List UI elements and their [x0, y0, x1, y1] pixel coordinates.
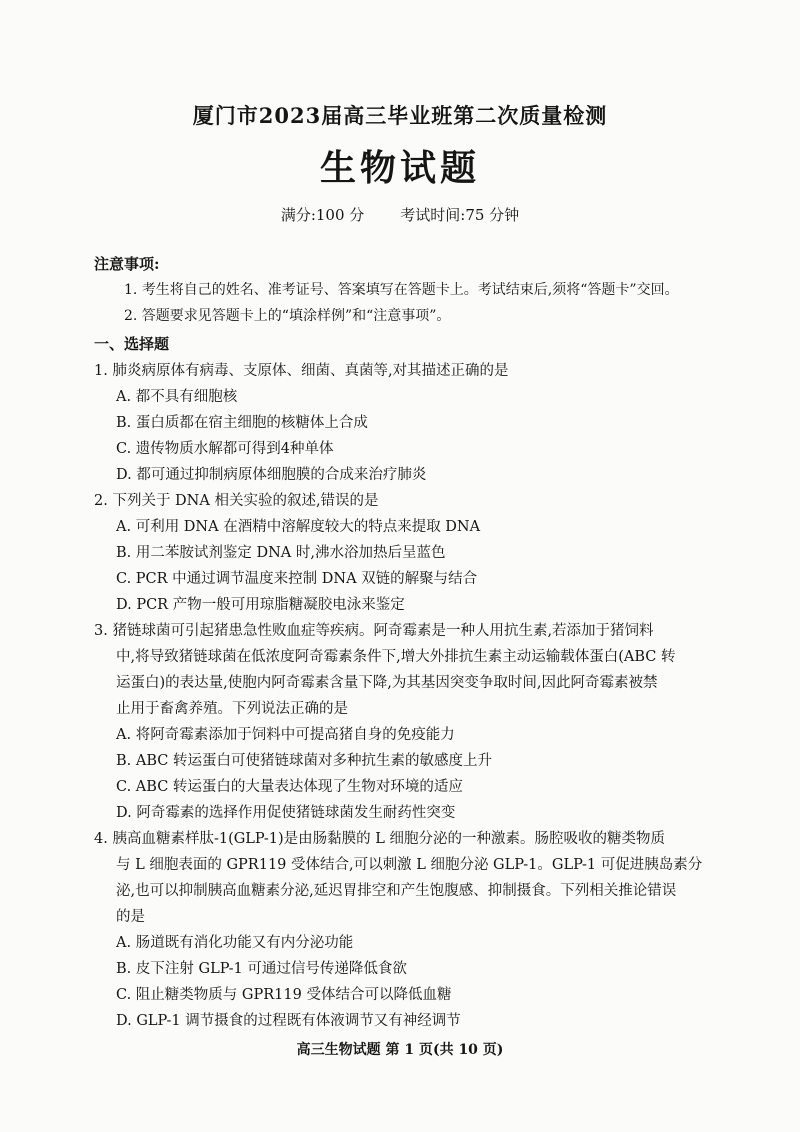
- question-1-option-b: B. 蛋白质都在宿主细胞的核糖体上合成: [116, 415, 368, 431]
- question-3-stem: 止用于畜禽养殖。下列说法正确的是: [116, 701, 348, 717]
- question-2-option-d: D. PCR 产物一般可用琼脂糖凝胶电泳来鉴定: [116, 597, 405, 613]
- question-3-option-c: C. ABC 转运蛋白的大量表达体现了生物对环境的适应: [116, 779, 463, 795]
- question-4-stem: 的是: [116, 909, 145, 925]
- question-3-stem: 3. 猪链球菌可引起猪患急性败血症等疾病。阿奇霉素是一种人用抗生素,若添加于猪饲料: [94, 623, 654, 639]
- question-3-option-b: B. ABC 转运蛋白可使猪链球菌对多种抗生素的敏感度上升: [116, 753, 492, 769]
- question-1-option-d: D. 都可通过抑制病原体细胞膜的合成来治疗肺炎: [116, 467, 427, 483]
- question-3-stem: 运蛋白)的表达量,使胞内阿奇霉素含量下降,为其基因突变争取时间,因此阿奇霉素被禁: [116, 675, 658, 691]
- notice-heading: 注意事项:: [94, 255, 160, 273]
- question-1-stem: 1. 肺炎病原体有病毒、支原体、细菌、真菌等,对其描述正确的是: [94, 363, 509, 379]
- page-footer: 高三生物试题 第 1 页(共 10 页): [296, 1042, 504, 1058]
- question-3-option-a: A. 将阿奇霉素添加于饲料中可提高猪自身的免疫能力: [116, 727, 455, 743]
- question-2-stem: 2. 下列关于 DNA 相关实验的叙述,错误的是: [94, 493, 379, 509]
- question-4-option-c: C. 阻止糖类物质与 GPR119 受体结合可以降低血糖: [116, 987, 452, 1003]
- question-3-option-d: D. 阿奇霉素的选择作用促使猪链球菌发生耐药性突变: [116, 805, 456, 821]
- question-1-option-c: C. 遗传物质水解都可得到4种单体: [116, 441, 334, 457]
- question-4-option-d: D. GLP-1 调节摄食的过程既有体液调节又有神经调节: [116, 1013, 461, 1029]
- question-4-stem: 泌,也可以抑制胰高血糖素分泌,延迟胃排空和产生饱腹感、抑制摄食。下列相关推论错误: [116, 883, 677, 899]
- question-2-option-a: A. 可利用 DNA 在酒精中溶解度较大的特点来提取 DNA: [116, 519, 481, 535]
- question-1-option-a: A. 都不具有细胞核: [116, 389, 238, 405]
- exam-meta: [0, 204, 800, 225]
- subject-title: 生物试题: [319, 147, 480, 189]
- question-4-option-b: B. 皮下注射 GLP-1 可通过信号传递降低食欲: [116, 961, 407, 977]
- question-4-stem: 与 L 细胞表面的 GPR119 受体结合,可以刺激 L 细胞分泌 GLP-1。GLP-1 可促进胰岛素分: [116, 857, 703, 873]
- notice-item: 1. 考生将自己的姓名、准考证号、答案填写在答题卡上。考试结束后,须将“答题卡”交回。: [124, 282, 679, 298]
- notice-item: 2. 答题要求见答题卡上的“填涂样例”和“注意事项”。: [124, 308, 451, 324]
- section-title: 一、选择题: [94, 335, 170, 353]
- exam-title: 厦门市2023届高三毕业班第二次质量检测: [192, 103, 608, 128]
- question-2-option-c: C. PCR 中通过调节温度来控制 DNA 双链的解聚与结合: [116, 571, 478, 587]
- question-2-option-b: B. 用二苯胺试剂鉴定 DNA 时,沸水浴加热后呈蓝色: [116, 545, 446, 561]
- question-3-stem: 中,将导致猪链球菌在低浓度阿奇霉素条件下,增大外排抗生素主动运输载体蛋白(ABC 转: [116, 649, 676, 665]
- question-4-stem: 4. 胰高血糖素样肽-1(GLP-1)是由肠黏膜的 L 细胞分泌的一种激素。肠腔吸收的糖类物质: [94, 831, 666, 847]
- full-score: 满分:100 分: [280, 206, 365, 224]
- question-4-option-a: A. 肠道既有消化功能又有内分泌功能: [116, 935, 354, 951]
- exam-time: 考试时间:75 分钟: [400, 206, 520, 224]
